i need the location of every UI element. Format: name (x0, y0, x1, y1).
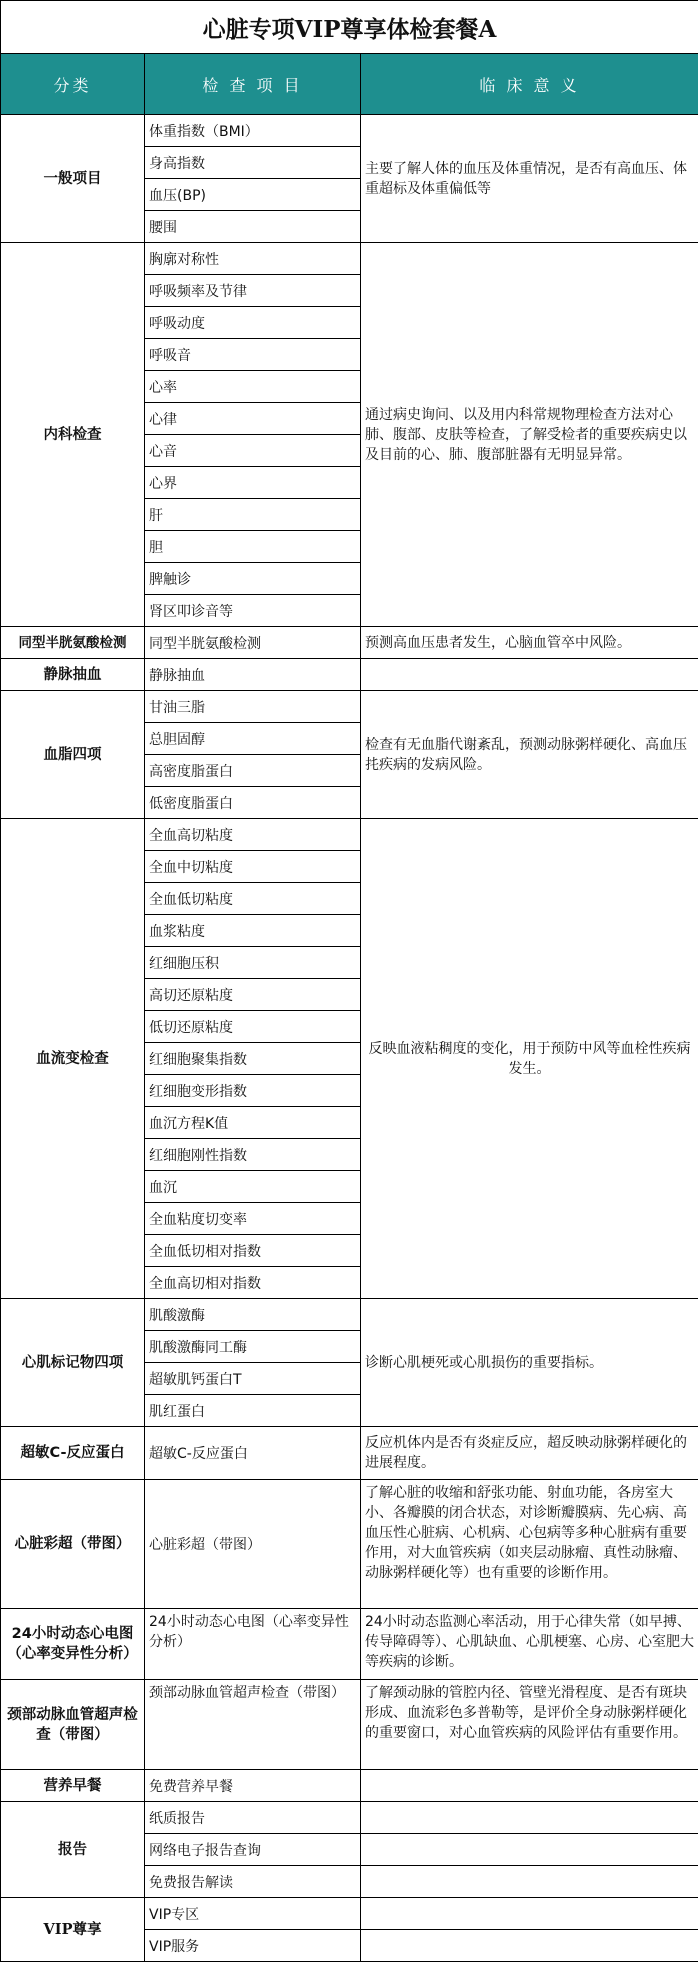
item-cell: 胸廓对称性 (145, 243, 361, 275)
meaning-cell (361, 1770, 698, 1802)
category-cell: 同型半胱氨酸检测 (1, 627, 145, 659)
item-cell: 高密度脂蛋白 (145, 755, 361, 787)
item-cell: 血压(BP) (145, 179, 361, 211)
item-cell: 肝 (145, 499, 361, 531)
header-meaning: 临 床 意 义 (361, 54, 698, 115)
item-cell: 全血中切粘度 (145, 851, 361, 883)
package-title: 心脏专项VIP尊享体检套餐A (1, 1, 698, 54)
item-cell: 胆 (145, 531, 361, 563)
table-row (1, 819, 698, 851)
meaning-cell (361, 1866, 698, 1898)
category-cell: 颈部动脉血管超声检查（带图） (1, 1680, 145, 1770)
category-cell: 血脂四项 (1, 691, 145, 819)
header-category: 分类 (1, 54, 145, 115)
table-row (1, 1770, 698, 1802)
meaning-cell: 了解颈动脉的管腔内径、管壁光滑程度、是否有斑块形成、血流彩色多普勒等，是评价全身动脉粥样硬化的重要窗口，对心血管疾病的风险评估有重要作用。 (361, 1680, 698, 1770)
item-cell: 红细胞刚性指数 (145, 1139, 361, 1171)
item-cell: 超敏C-反应蛋白 (145, 1427, 361, 1480)
table-row (1, 115, 698, 147)
item-cell: 免费营养早餐 (145, 1770, 361, 1802)
table-row (1, 691, 698, 723)
header-items: 检 查 项 目 (145, 54, 361, 115)
item-cell: 肌酸激酶 (145, 1299, 361, 1331)
meaning-cell (361, 1802, 698, 1834)
table-row (1, 1299, 698, 1331)
meaning-cell: 预测高血压患者发生，心脑血管卒中风险。 (361, 627, 698, 659)
item-cell: VIP专区 (145, 1898, 361, 1930)
category-cell: 内科检查 (1, 243, 145, 627)
item-cell: VIP服务 (145, 1930, 361, 1962)
meaning-cell: 诊断心肌梗死或心肌损伤的重要指标。 (361, 1299, 698, 1427)
meaning-cell: 反映血液粘稠度的变化，用于预防中风等血栓性疾病发生。 (361, 819, 698, 1299)
item-cell: 总胆固醇 (145, 723, 361, 755)
category-cell: 心脏彩超（带图） (1, 1480, 145, 1609)
item-cell: 心音 (145, 435, 361, 467)
item-cell: 甘油三脂 (145, 691, 361, 723)
item-cell: 颈部动脉血管超声检查（带图） (145, 1680, 361, 1770)
item-cell: 血沉方程K值 (145, 1107, 361, 1139)
table-row (1, 1480, 698, 1609)
category-cell: 心肌标记物四项 (1, 1299, 145, 1427)
item-cell: 呼吸音 (145, 339, 361, 371)
item-cell: 全血低切相对指数 (145, 1235, 361, 1267)
item-cell: 超敏肌钙蛋白T (145, 1363, 361, 1395)
table-row (1, 659, 698, 691)
table-row (1, 627, 698, 659)
item-cell: 呼吸频率及节律 (145, 275, 361, 307)
item-cell: 全血高切相对指数 (145, 1267, 361, 1299)
item-cell: 体重指数（BMI） (145, 115, 361, 147)
item-cell: 呼吸动度 (145, 307, 361, 339)
table-row (1, 1609, 698, 1680)
item-cell: 心率 (145, 371, 361, 403)
category-cell: 一般项目 (1, 115, 145, 243)
category-cell: 24小时动态心电图（心率变异性分析） (1, 1609, 145, 1680)
item-cell: 纸质报告 (145, 1802, 361, 1834)
meaning-cell (361, 1930, 698, 1962)
category-cell: 营养早餐 (1, 1770, 145, 1802)
item-cell: 24小时动态心电图（心率变异性分析） (145, 1609, 361, 1680)
item-cell: 肾区叩诊音等 (145, 595, 361, 627)
meaning-cell: 主要了解人体的血压及体重情况，是否有高血压、体重超标及体重偏低等 (361, 115, 698, 243)
meaning-cell (361, 659, 698, 691)
item-cell: 免费报告解读 (145, 1866, 361, 1898)
meaning-cell: 反应机体内是否有炎症反应，超反映动脉粥样硬化的进展程度。 (361, 1427, 698, 1480)
table-row (1, 1898, 698, 1930)
item-cell: 全血低切粘度 (145, 883, 361, 915)
item-cell: 低密度脂蛋白 (145, 787, 361, 819)
item-cell: 高切还原粘度 (145, 979, 361, 1011)
item-cell: 同型半胱氨酸检测 (145, 627, 361, 659)
item-cell: 血沉 (145, 1171, 361, 1203)
item-cell: 心律 (145, 403, 361, 435)
item-cell: 网络电子报告查询 (145, 1834, 361, 1866)
meaning-cell (361, 1898, 698, 1930)
item-cell: 血浆粘度 (145, 915, 361, 947)
category-cell: 报告 (1, 1802, 145, 1898)
item-cell: 红细胞聚集指数 (145, 1043, 361, 1075)
item-cell: 红细胞压积 (145, 947, 361, 979)
table-row (1, 1802, 698, 1834)
item-cell: 心脏彩超（带图） (145, 1480, 361, 1609)
meaning-cell (361, 1834, 698, 1866)
item-cell: 肌酸激酶同工酶 (145, 1331, 361, 1363)
table-row (1, 1680, 698, 1770)
category-cell: VIP尊享 (1, 1898, 145, 1962)
meaning-cell: 24小时动态监测心率活动，用于心律失常（如早搏、传导障碍等）、心肌缺血、心肌梗塞、心房、心室肥大等疾病的诊断。 (361, 1609, 698, 1680)
item-cell: 全血粘度切变率 (145, 1203, 361, 1235)
item-cell: 腰围 (145, 211, 361, 243)
category-cell: 静脉抽血 (1, 659, 145, 691)
category-cell: 血流变检查 (1, 819, 145, 1299)
meaning-cell: 通过病史询问、以及用内科常规物理检查方法对心肺、腹部、皮肤等检查，了解受检者的重要疾病史以及目前的心、肺、腹部脏器有无明显异常。 (361, 243, 698, 627)
table-row (1, 243, 698, 275)
item-cell: 全血高切粘度 (145, 819, 361, 851)
table-row (1, 1427, 698, 1480)
item-cell: 低切还原粘度 (145, 1011, 361, 1043)
category-cell: 超敏C-反应蛋白 (1, 1427, 145, 1480)
item-cell: 脾触诊 (145, 563, 361, 595)
meaning-cell: 了解心脏的收缩和舒张功能、射血功能，各房室大小、各瓣膜的闭合状态，对诊断瓣膜病、先心病、高血压性心脏病、心机病、心包病等多种心脏病有重要作用，对大血管疾病（如夹层动脉瘤、真性动脉瘤、动脉粥样硬化等）也有重要的诊断作用。 (361, 1480, 698, 1609)
item-cell: 红细胞变形指数 (145, 1075, 361, 1107)
item-cell: 静脉抽血 (145, 659, 361, 691)
item-cell: 身高指数 (145, 147, 361, 179)
item-cell: 肌红蛋白 (145, 1395, 361, 1427)
item-cell: 心界 (145, 467, 361, 499)
meaning-cell: 检查有无血脂代谢紊乱，预测动脉粥样硬化、高血压扥疾病的发病风险。 (361, 691, 698, 819)
